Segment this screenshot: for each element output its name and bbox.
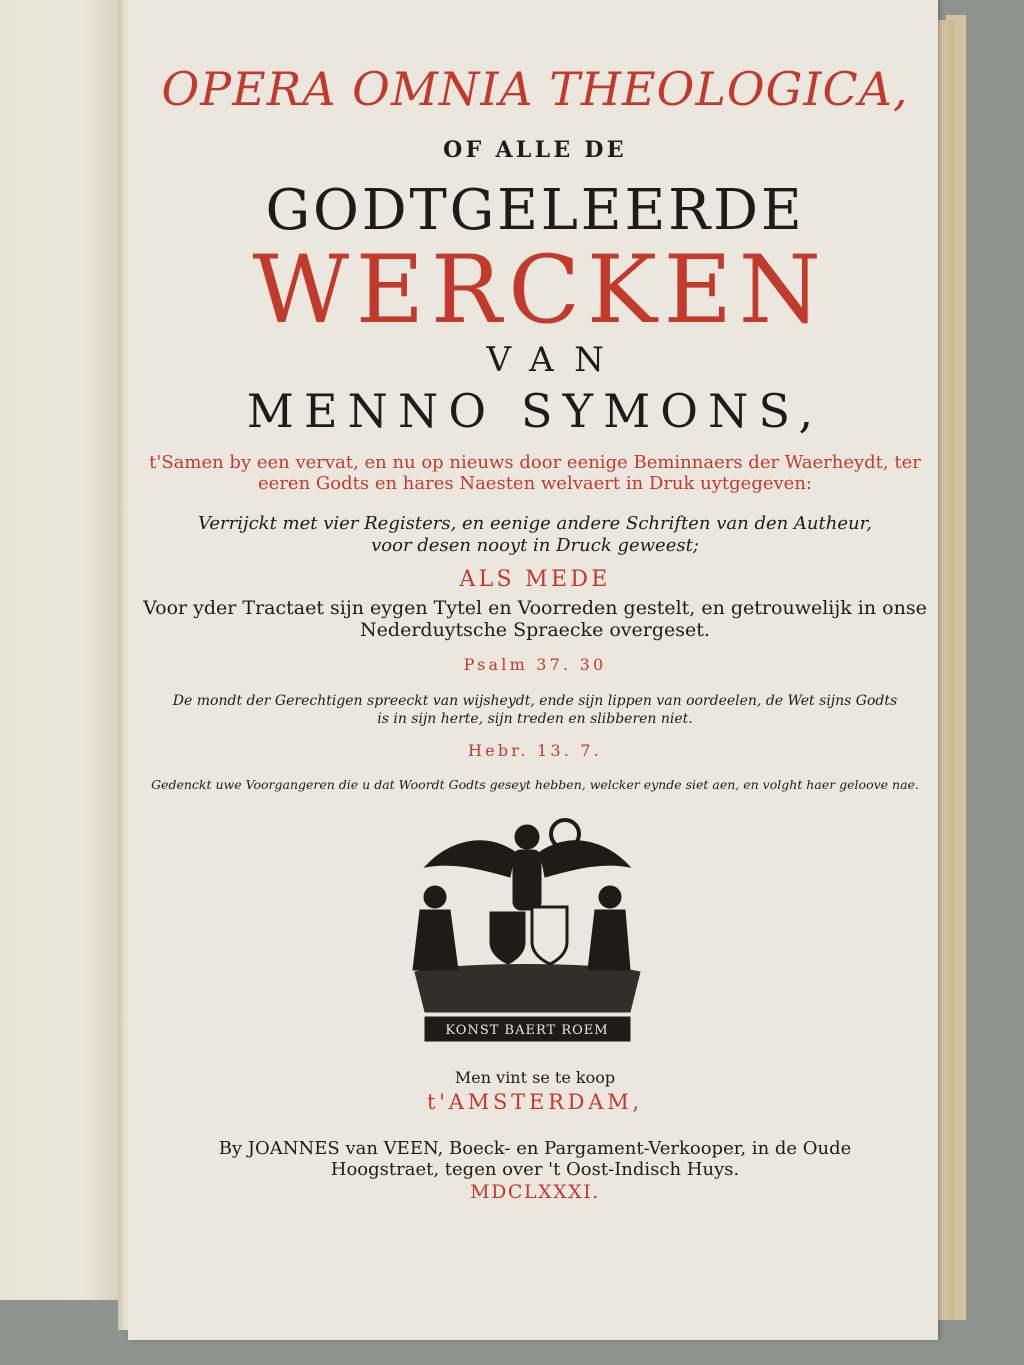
enrichment-line-1: Verrijckt met vier Registers, en eenige andere Schriften van den Autheur, [198,513,872,534]
right-wing-icon [540,841,630,877]
publisher-line-2: Hoogstraet, tegen over 't Oost-Indisch Huys. [330,1159,740,1180]
place-of-publication: t'AMSTERDAM, [427,1090,643,1114]
psalm-reference: Psalm 37. 30 [463,655,607,674]
sale-notice: Men vint se te koop [454,1068,616,1087]
left-wing-icon [425,841,515,877]
right-figure-icon [588,910,630,970]
description-line-2: eeren Godts en hares Naesten welvaert in Druk uytgegeven: [258,473,812,494]
hebrews-quote: Gedenckt uwe Voorgangeren die u dat Woordt Godts geseyt hebben, welcker eynde siet aen, en volght haer geloove nae. [151,777,919,792]
tractaet-line-2: Nederduytsche Spraecke overgeset. [360,619,710,641]
angel-head-icon [515,825,539,849]
title-godtgeleerde: GODTGELEERDE [265,178,805,243]
enrichment-line-2: voor desen nooyt in Druck geweest; [371,535,699,556]
tractaet-line-1: Voor yder Tractaet sijn eygen Tytel en Voorreden gestelt, en getrouwelijk in onse [143,597,927,619]
author-name: MENNO SYMONS, [246,384,824,438]
title-van: VAN [486,340,625,380]
left-figure-icon [413,910,458,970]
publication-year: MDCLXXXI. [470,1181,600,1203]
printers-device-engraving [395,812,660,1052]
als-mede-heading: ALS MEDE [459,567,611,592]
title-wercken: WERCKEN [252,236,828,345]
psalm-quote-line-1: De mondt der Gerechtigen spreeckt van wijsheydt, ende sijn lippen van oordeelen, de Wet sijns Godts [172,693,898,709]
left-page [0,0,121,1300]
publisher-line-1: By JOANNES van VEEN, Boeck- en Pargament-Verkooper, in de Oude [218,1138,852,1159]
description-line-1: t'Samen by een vervat, en nu op nieuws door eenige Beminnaers der Waerheydt, ter [149,452,921,473]
left-shield-icon [490,912,525,964]
subtitle-of-alle-de: OF ALLE DE [443,137,627,163]
hebrews-reference: Hebr. 13. 7. [468,741,602,760]
right-shield-icon [532,907,567,964]
psalm-quote-line-2: is in sijn herte, sijn treden en slibberen niet. [377,711,693,727]
latin-title: OPERA OMNIA THEOLOGICA, [161,62,909,116]
banner-text: KONST BAERT ROEM [445,1023,609,1038]
